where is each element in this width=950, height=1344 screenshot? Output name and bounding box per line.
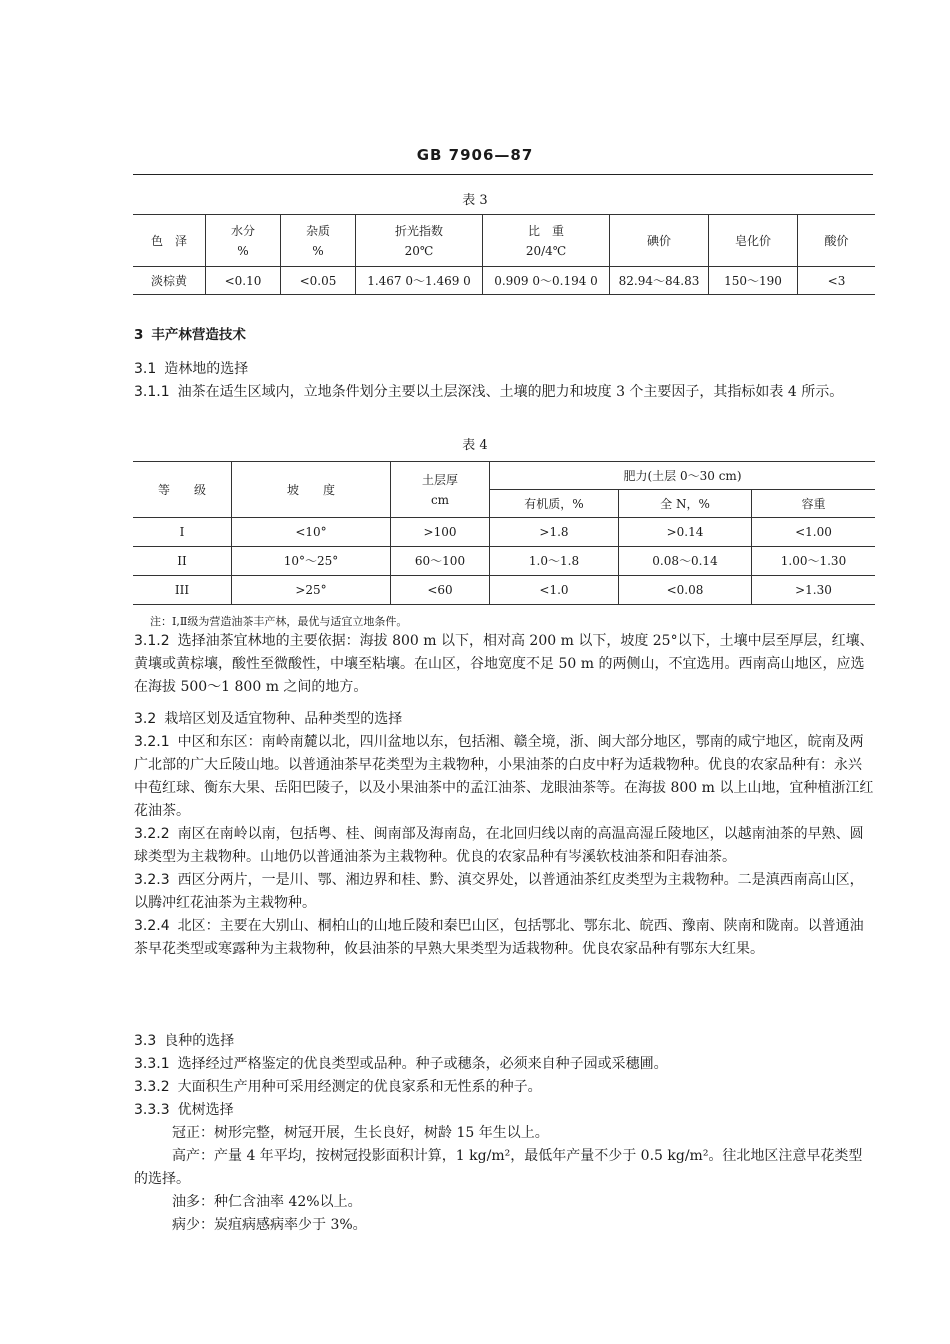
t4-cell-organic: <1.0 (490, 576, 619, 605)
t3-cell-color: 淡棕黄 (133, 267, 206, 295)
t4-cell-slope: 10°～25° (232, 547, 391, 576)
t4-cell-slope: <10° (232, 518, 391, 547)
t4-header-nitrogen: 全 N，% (619, 490, 752, 518)
t4-header-grade: 等 级 (133, 462, 232, 518)
t4-cell-nitrogen: 0.08～0.14 (619, 547, 752, 576)
t3-cell-gravity: 0.909 0～0.194 0 (483, 267, 610, 295)
t3-cell-moisture: <0.10 (206, 267, 281, 295)
table-row (133, 576, 875, 605)
t3-cell-acid: <3 (798, 267, 876, 295)
t3-cell-impurity: <0.05 (281, 267, 356, 295)
t4-header-slope: 坡 度 (232, 462, 391, 518)
table-row (133, 267, 875, 295)
t4-cell-density: >1.30 (752, 576, 876, 605)
t3-cell-refractive: 1.467 0～1.469 0 (356, 267, 483, 295)
criterion-disease: 病少：炭疽病感病率少于 3%。 (172, 1217, 367, 1233)
t4-cell-organic: >1.8 (490, 518, 619, 547)
section-3-heading: 3 丰产林营造技术 (134, 327, 246, 343)
t3-header-iodine: 碘价 (610, 215, 709, 267)
section-3-2: 3.2 栽培区划及适宜物种、品种类型的选择 3.2.1 中区和东区：南岭南麓以北，四川盆地以东，包括湘、赣全境，浙、闽大部分地区，鄂南的咸宁地区，皖南及两广北部的广大丘陵山地。以普通油茶早花类型为主栽物种，小果油茶的白皮中籽为适栽物种。优良的农家品种有：永兴中苞红球、衡东大果、岳阳巴陵子，以及小果油茶中的孟江油茶、龙眼油茶等。在海拔 800 m 以上山地，宜种植浙江红花油茶。 3.2.2 南区在南岭以南，包括粤、桂、闽南部及海南岛，在北回归线以南的高温高湿丘陵地区，以越南油茶的早熟、圆球类型为主栽物种。山地仍以普通油茶为主栽物种。优良的农家品种有岑溪软枝油茶和阳春油茶。 3.2.3 西区分两片，一是川、鄂、湘边界和桂、黔、滇交界处，以普通油茶红皮类型为主栽物种。二是滇西南高山区，以腾冲红花油茶为主栽物种。 3.2.4 北区：主要在大别山、桐柏山的山地丘陵和秦巴山区，包括鄂北、鄂东北、皖西、豫南、陕南和陇南。以普通油茶早花类型或寒露种为主栽物种，攸县油茶的早熟大果类型为适栽物种。优良农家品种有鄂东大红果。 (134, 711, 874, 957)
section-3-1: 3.1 造林地的选择 3.1.1 油茶在适生区域内，立地条件划分主要以土层深浅、土壤的肥力和坡度 3 个主要因子，其指标如表 4 所示。 (134, 361, 844, 400)
t3-cell-iodine: 82.94～84.83 (610, 267, 709, 295)
t4-cell-slope: >25° (232, 576, 391, 605)
table3 (133, 214, 875, 295)
t4-cell-nitrogen: >0.14 (619, 518, 752, 547)
t4-cell-density: <1.00 (752, 518, 876, 547)
t3-cell-saponification: 150～190 (709, 267, 798, 295)
t3-header-acid: 酸价 (798, 215, 876, 267)
t4-header-density: 容重 (752, 490, 876, 518)
t3-header-impurity: 杂质 % (281, 215, 356, 267)
t4-header-organic: 有机质，% (490, 490, 619, 518)
table4-caption: 表 4 (462, 438, 488, 453)
t4-header-soil: 土层厚 cm (391, 462, 490, 518)
t4-cell-grade: I (133, 518, 232, 547)
table3-caption: 表 3 (462, 193, 488, 208)
section-3-3: 3.3 良种的选择 3.3.1 选择经过严格鉴定的优良类型或品种。种子或穗条，必须来自种子园或采穗圃。 3.3.2 大面积生产用种可采用经测定的优良家系和无性系的种子。 3.3.3 优树选择 冠正：树形完整，树冠开展，生长良好，树龄 15 年生以上。 高产：产量 4 年平均，按树冠投影面积计算，1 kg/m²，最低年产量不少于 0.5 kg/m²。往北地区注意早花类型的选择。 油多：种仁含油率 42%以上。 病少：炭疽病感病率少于 3%。 (134, 1030, 874, 1237)
criterion-yield: 高产：产量 4 年平均，按树冠投影面积计算，1 kg/m²，最低年产量不少于 0.5 kg/m²。往北地区注意早花类型的选择。 (134, 1148, 863, 1187)
t4-cell-grade: II (133, 547, 232, 576)
t4-cell-soil: >100 (391, 518, 490, 547)
table4 (133, 461, 875, 605)
t4-cell-soil: <60 (391, 576, 490, 605)
table-row (133, 547, 875, 576)
header-rule (133, 174, 873, 175)
t4-header-fertility: 肥力(土层 0～30 cm) (490, 462, 876, 490)
t4-cell-organic: 1.0～1.8 (490, 547, 619, 576)
t4-cell-nitrogen: <0.08 (619, 576, 752, 605)
criterion-crown: 冠正：树形完整，树冠开展，生长良好，树龄 15 年生以上。 (172, 1125, 549, 1141)
t4-cell-soil: 60～100 (391, 547, 490, 576)
table-row (133, 518, 875, 547)
t3-header-saponification: 皂化价 (709, 215, 798, 267)
t4-cell-density: 1.00～1.30 (752, 547, 876, 576)
t3-header-refractive: 折光指数 20℃ (356, 215, 483, 267)
t4-cell-grade: III (133, 576, 232, 605)
section-3-1-2: 3.1.2 选择油茶宜林地的主要依据：海拔 800 m 以下，相对高 200 m 以下，坡度 25°以下，土壤中层至厚层，红壤、黄壤或黄棕壤，酸性至微酸性，中壤至粘壤。在山区，谷地宽度不足 50 m 的两侧山，不宜选用。西南高山地区，应选在海拔 500～1 800 m 之间的地方。 (134, 633, 874, 695)
t3-header-moisture: 水分 % (206, 215, 281, 267)
t3-header-gravity: 比 重 20/4℃ (483, 215, 610, 267)
t3-header-color: 色 泽 (133, 215, 206, 267)
standard-number: GB 7906—87 (416, 146, 534, 164)
criterion-oil: 油多：种仁含油率 42%以上。 (172, 1194, 362, 1210)
table4-note: 注：Ⅰ,Ⅱ级为营造油茶丰产林，最优与适宜立地条件。 (150, 615, 408, 628)
